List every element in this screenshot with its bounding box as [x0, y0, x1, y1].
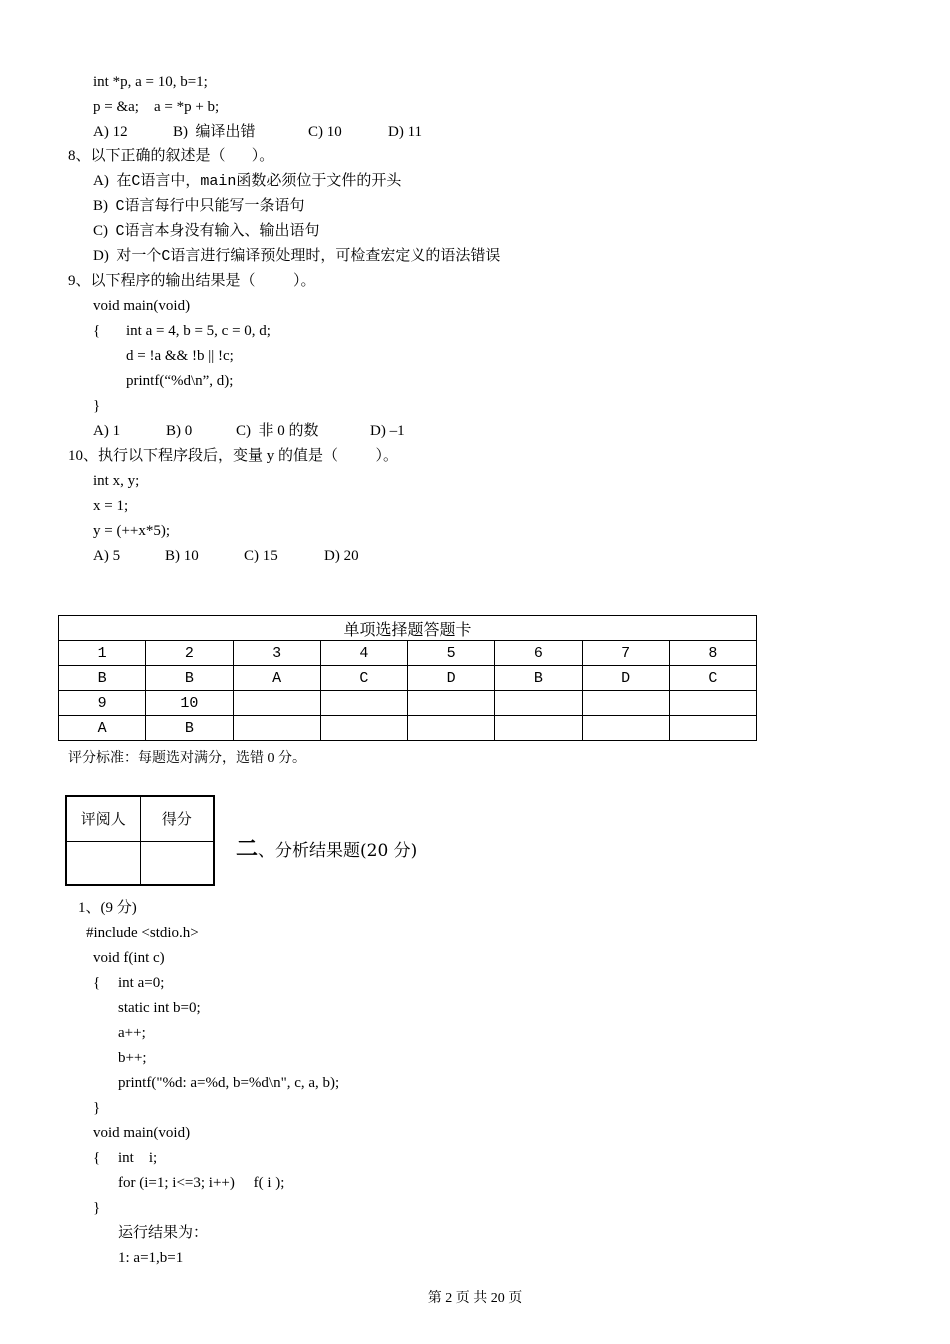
q7-code-line-2: p = &a; a = *p + b;: [93, 99, 220, 115]
table-row: [59, 691, 757, 716]
q9-code-line: int a = 4, b = 5, c = 0, d;: [126, 323, 271, 339]
table-cell: 8: [669, 641, 756, 666]
table-cell: 7: [582, 641, 669, 666]
q9-option-a: A) 1: [93, 423, 121, 439]
table-cell: 6: [495, 641, 582, 666]
code-line: a++;: [118, 1025, 146, 1041]
problem-1-label: 1、(9 分): [78, 900, 137, 916]
table-cell: A: [59, 716, 146, 741]
table-row: [59, 641, 757, 666]
q9-option-d: D) –1: [370, 423, 405, 439]
code-line: {: [93, 975, 101, 991]
table-cell: B: [495, 666, 582, 691]
q9-option-b: B) 0: [166, 423, 193, 439]
reviewer-label: 评阅人: [66, 796, 140, 841]
code-line: for (i=1; i<=3; i++) f( i );: [118, 1175, 285, 1191]
code-line: static int b=0;: [118, 1000, 201, 1016]
code-line: int a=0;: [118, 975, 165, 991]
table-cell: 9: [59, 691, 146, 716]
table-cell: [669, 691, 756, 716]
q10-code-line: int x, y;: [93, 473, 140, 489]
q8-option-a: A) 在C语言中，main函数必须位于文件的开头: [93, 173, 402, 190]
table-cell: [233, 691, 320, 716]
table-cell: B: [59, 666, 146, 691]
answer-card-title: 单项选择题答题卡: [59, 616, 757, 641]
table-cell: C: [669, 666, 756, 691]
q9-code-line: {: [93, 323, 101, 339]
table-cell: [582, 716, 669, 741]
q10-option-d: D) 20: [324, 548, 359, 564]
q7-option-b: B) 编译出错: [173, 124, 256, 140]
table-cell: [495, 691, 582, 716]
page-footer: 第 2 页 共 20 页: [427, 1291, 523, 1306]
q9-stem: 9、以下程序的输出结果是（ ）。: [68, 273, 316, 289]
q7-code-line-1: int *p, a = 10, b=1;: [93, 74, 208, 90]
result-label: 运行结果为：: [118, 1225, 209, 1241]
table-cell: D: [408, 666, 495, 691]
code-line: int i;: [118, 1150, 158, 1166]
q8-option-c: C) C语言本身没有输入、输出语句: [93, 223, 320, 240]
table-cell: [408, 691, 495, 716]
table-cell: B: [146, 666, 233, 691]
code-line: {: [93, 1150, 101, 1166]
code-line: }: [93, 1100, 101, 1116]
table-cell: C: [320, 666, 407, 691]
answer-card-table: [58, 615, 757, 741]
code-line: void f(int c): [93, 950, 165, 966]
grader-box: [65, 795, 215, 886]
q10-option-b: B) 10: [165, 548, 199, 564]
score-label: 得分: [140, 796, 214, 841]
table-cell: 3: [233, 641, 320, 666]
q8-stem: 8、以下正确的叙述是（ ）。: [68, 148, 275, 164]
scoring-note: 评分标准：每题选对满分，选错 0 分。: [68, 751, 306, 766]
q10-option-c: C) 15: [244, 548, 278, 564]
q10-code-line: y = (++x*5);: [93, 523, 171, 539]
q9-code-line: void main(void): [93, 298, 191, 314]
table-cell: [408, 716, 495, 741]
table-cell: A: [233, 666, 320, 691]
table-cell: 4: [320, 641, 407, 666]
score-cell: [140, 841, 214, 885]
table-row: [59, 716, 757, 741]
q8-option-d: D) 对一个C语言进行编译预处理时，可检查宏定义的语法错误: [93, 248, 501, 265]
code-include-line: #include <stdio.h>: [86, 925, 199, 941]
code-line: printf("%d: a=%d, b=%d\n", c, a, b);: [118, 1075, 340, 1091]
result-line: 1: a=1,b=1: [118, 1250, 184, 1266]
q7-option-d: D) 11: [388, 124, 423, 140]
table-cell: 2: [146, 641, 233, 666]
table-cell: [495, 716, 582, 741]
q9-code-line: }: [93, 398, 101, 414]
code-line: }: [93, 1200, 101, 1216]
table-cell: [320, 691, 407, 716]
q7-option-a: A) 12: [93, 124, 128, 140]
table-cell: [233, 716, 320, 741]
q9-option-c: C) 非 0 的数: [236, 423, 319, 439]
q9-code-line: printf(“%d\n”, d);: [126, 373, 234, 389]
q8-option-b: B) C语言每行中只能写一条语句: [93, 198, 305, 215]
q10-stem: 10、执行以下程序段后，变量 y 的值是（ ）。: [68, 448, 399, 464]
table-cell: D: [582, 666, 669, 691]
q7-option-c: C) 10: [308, 124, 342, 140]
q9-code-line: d = !a && !b || !c;: [126, 348, 234, 364]
q10-code-line: x = 1;: [93, 498, 129, 514]
q10-option-a: A) 5: [93, 548, 121, 564]
table-cell: [669, 716, 756, 741]
table-cell: [320, 716, 407, 741]
section-title: 二、分析结果题(20 分): [236, 836, 418, 862]
code-line: b++;: [118, 1050, 147, 1066]
table-row: [59, 666, 757, 691]
table-cell: 5: [408, 641, 495, 666]
table-cell: [582, 691, 669, 716]
reviewer-cell: [66, 841, 140, 885]
table-cell: 1: [59, 641, 146, 666]
code-line: void main(void): [93, 1125, 191, 1141]
table-cell: B: [146, 716, 233, 741]
table-cell: 10: [146, 691, 233, 716]
